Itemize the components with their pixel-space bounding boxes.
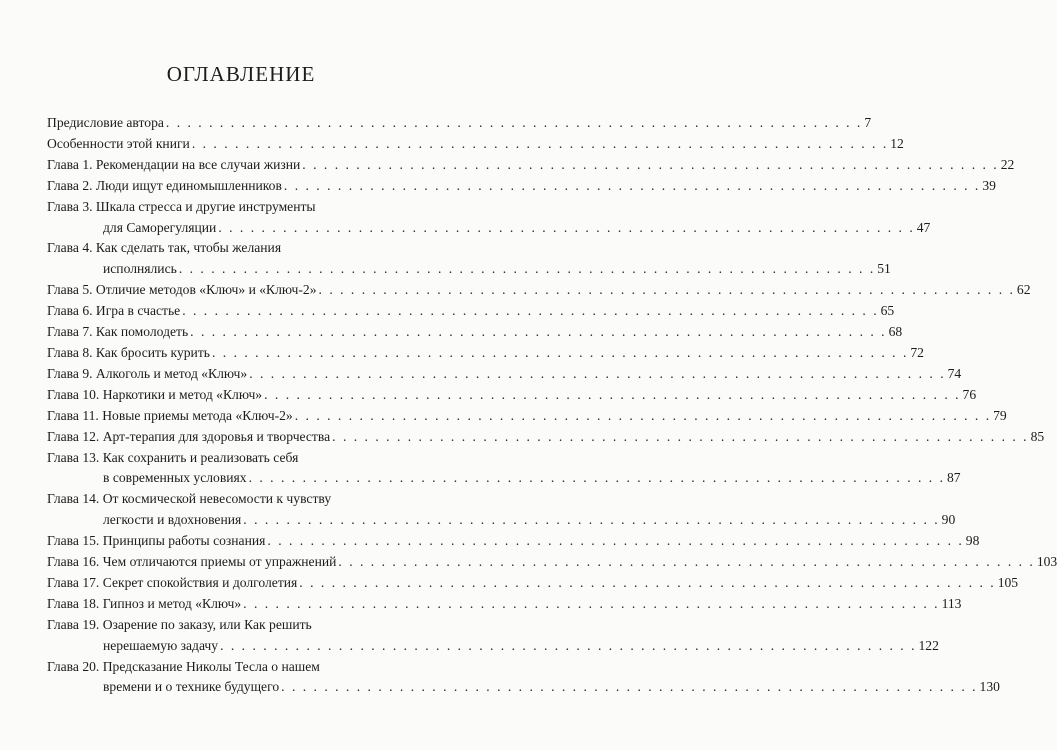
toc-entry-label: Особенности этой книги: [47, 135, 190, 151]
toc-entry-label: Глава 18. Гипноз и метод «Ключ»: [47, 595, 242, 611]
toc-page-number: 68: [888, 324, 903, 340]
dot-leader: . . . . . . . . . . . . . . . . . . . . . . . . . . . . . . . . . . . . . . . . . . . . . . . . . . . . . . . . . . . . . . . . .: [283, 177, 981, 193]
toc-page-number: 85: [1030, 428, 1045, 444]
dot-leader: . . . . . . . . . . . . . . . . . . . . . . . . . . . . . . . . . . . . . . . . . . . . . . . . . . . . . . . . . . . . . . . . .: [190, 324, 887, 340]
toc-entry[interactable]: [47, 197, 931, 239]
toc-page-number: 12: [890, 135, 904, 151]
dot-leader: . . . . . . . . . . . . . . . . . . . . . . . . . . . . . . . . . . . . . . . . . . . . . . . . . . . . . . . . . . . . . . . . .: [302, 156, 999, 172]
toc-page-number: 87: [946, 470, 961, 486]
toc-page-number: 113: [941, 595, 962, 611]
toc-entry[interactable]: [47, 364, 962, 385]
dot-leader: . . . . . . . . . . . . . . . . . . . . . . . . . . . . . . . . . . . . . . . . . . . . . . . . . . . . . . . . . . . . . . . . .: [338, 554, 1035, 570]
toc-page-number: 98: [965, 533, 980, 549]
toc-entry[interactable]: [47, 573, 1019, 594]
toc-page-number: 74: [947, 365, 962, 381]
dot-leader: . . . . . . . . . . . . . . . . . . . . . . . . . . . . . . . . . . . . . . . . . . . . . . . . . . . . . . . . . . . . . . . . .: [332, 428, 1029, 444]
toc-entry[interactable]: [47, 343, 924, 364]
dot-leader: . . . . . . . . . . . . . . . . . . . . . . . . . . . . . . . . . . . . . . . . . . . . . . . . . . . . . . . . . . . . . . . . .: [220, 637, 917, 653]
toc-entry[interactable]: [47, 385, 977, 406]
toc-entry-label: Глава 19. Озарение по заказу, или Как решить: [47, 616, 312, 632]
toc-entry-label-continuation: исполнялись: [103, 261, 177, 277]
toc-entry[interactable]: [47, 155, 1015, 176]
toc-entry-label: Глава 5. Отличие методов «Ключ» и «Ключ-2»: [47, 282, 317, 298]
toc-entry-label-continuation: легкости и вдохновения: [103, 512, 242, 528]
dot-leader: . . . . . . . . . . . . . . . . . . . . . . . . . . . . . . . . . . . . . . . . . . . . . . . . . . . . . . . . . . . . . . . . .: [218, 219, 915, 235]
toc-entry-label: Глава 8. Как бросить курить: [47, 344, 210, 360]
toc-entry[interactable]: [47, 448, 961, 490]
toc-entry[interactable]: [47, 134, 904, 155]
toc-entry[interactable]: [47, 406, 1007, 427]
toc-entry-label: Глава 4. Как сделать так, чтобы желания: [47, 240, 282, 256]
toc-page-number: 65: [880, 303, 895, 319]
toc-page-number: 72: [910, 344, 924, 360]
toc-page-number: 39: [982, 177, 996, 193]
toc-entry[interactable]: [47, 489, 956, 531]
toc-entry-label: Предисловие автора: [47, 115, 164, 130]
toc-entry-label: Глава 6. Игра в счастье: [47, 303, 181, 319]
toc-entry-label-continuation: нерешаемую задачу: [103, 637, 219, 653]
toc-page-number: 130: [979, 679, 1000, 695]
toc-page-number: 47: [916, 219, 931, 235]
toc-entry-label: Глава 11. Новые приемы метода «Ключ-2»: [47, 407, 293, 423]
toc-entry-label-continuation: для Саморегуляции: [103, 219, 217, 235]
dot-leader: . . . . . . . . . . . . . . . . . . . . . . . . . . . . . . . . . . . . . . . . . . . . . . . . . . . . . . . . . . . . . . . . .: [178, 261, 876, 277]
toc-page-number: 122: [918, 637, 939, 653]
toc-page-number: 76: [962, 386, 977, 402]
dot-leader: . . . . . . . . . . . . . . . . . . . . . . . . . . . . . . . . . . . . . . . . . . . . . . . . . . . . . . . . . . . . . . . . .: [249, 365, 946, 381]
toc-page-number: 51: [877, 261, 891, 277]
toc-entry-label-continuation: в современных условиях: [103, 470, 247, 486]
dot-leader: . . . . . . . . . . . . . . . . . . . . . . . . . . . . . . . . . . . . . . . . . . . . . . . . . . . . . . . . . . . . . . . . .: [294, 407, 992, 423]
toc-entry[interactable]: [47, 594, 962, 615]
toc-page-number: 79: [993, 407, 1007, 423]
toc-entry-label: Глава 7. Как помолодеть: [47, 324, 189, 340]
toc-entry-label: Глава 15. Принципы работы сознания: [47, 533, 266, 549]
toc-page-number: 103: [1036, 554, 1057, 570]
dot-leader: . . . . . . . . . . . . . . . . . . . . . . . . . . . . . . . . . . . . . . . . . . . . . . . . . . . . . . . . . . . . . . . . .: [211, 344, 909, 360]
toc-entry-label: Глава 2. Люди ищут единомышленников: [47, 177, 282, 193]
toc-entry[interactable]: [47, 552, 1057, 573]
dot-leader: . . . . . . . . . . . . . . . . . . . . . . . . . . . . . . . . . . . . . . . . . . . . . . . . . . . . . . . . . . . . . . . . .: [267, 533, 964, 549]
toc-entry[interactable]: [47, 615, 939, 657]
toc-entry-label: Глава 13. Как сохранить и реализовать себя: [47, 449, 299, 465]
toc-page-number: 90: [941, 512, 956, 528]
page-title: ОГЛАВЛЕНИЕ: [166, 62, 316, 86]
dot-leader: . . . . . . . . . . . . . . . . . . . . . . . . . . . . . . . . . . . . . . . . . . . . . . . . . . . . . . . . . . . . . . . . .: [182, 303, 879, 319]
toc-page-number: 105: [997, 574, 1019, 590]
toc-entry[interactable]: [47, 113, 872, 134]
toc-entry-label: Глава 9. Алкоголь и метод «Ключ»: [47, 365, 248, 381]
toc-page-number: 22: [1000, 156, 1015, 172]
toc-entry[interactable]: [47, 427, 1045, 448]
dot-leader: . . . . . . . . . . . . . . . . . . . . . . . . . . . . . . . . . . . . . . . . . . . . . . . . . . . . . . . . . . . . . . . . .: [191, 135, 889, 151]
toc-entry-label: Глава 17. Секрет спокойствия и долголетия: [47, 574, 298, 590]
toc-entry-label: Глава 12. Арт-терапия для здоровья и творчества: [47, 428, 331, 444]
toc-entry-label: Глава 10. Наркотики и метод «Ключ»: [47, 386, 263, 402]
dot-leader: . . . . . . . . . . . . . . . . . . . . . . . . . . . . . . . . . . . . . . . . . . . . . . . . . . . . . . . . . . . . . . . . .: [248, 470, 945, 486]
dot-leader: . . . . . . . . . . . . . . . . . . . . . . . . . . . . . . . . . . . . . . . . . . . . . . . . . . . . . . . . . . . . . . . . .: [299, 574, 996, 590]
toc-entry[interactable]: [47, 238, 891, 280]
toc-entry[interactable]: [47, 176, 996, 197]
dot-leader: . . . . . . . . . . . . . . . . . . . . . . . . . . . . . . . . . . . . . . . . . . . . . . . . . . . . . . . . . . . . . . . . .: [243, 512, 940, 528]
table-of-contents: [47, 113, 1057, 698]
toc-entry[interactable]: [47, 301, 895, 322]
dot-leader: . . . . . . . . . . . . . . . . . . . . . . . . . . . . . . . . . . . . . . . . . . . . . . . . . . . . . . . . . . . . . . . . .: [318, 282, 1015, 298]
toc-entry[interactable]: [47, 531, 980, 552]
toc-page-number: 62: [1016, 282, 1031, 298]
toc-entry[interactable]: [47, 322, 903, 343]
toc-entry-label-continuation: времени и о технике будущего: [103, 679, 280, 695]
dot-leader: . . . . . . . . . . . . . . . . . . . . . . . . . . . . . . . . . . . . . . . . . . . . . . . . . . . . . . . . . . . . . . . . .: [264, 386, 961, 402]
dot-leader: . . . . . . . . . . . . . . . . . . . . . . . . . . . . . . . . . . . . . . . . . . . . . . . . . . . . . . . . . . . . . . . . .: [165, 115, 863, 130]
toc-entry-label: Глава 14. От космической невесомости к чувству: [47, 491, 332, 507]
toc-entry-label: Глава 1. Рекомендации на все случаи жизни: [47, 156, 301, 172]
toc-entry[interactable]: [47, 657, 1000, 699]
toc-page-number: 7: [864, 115, 872, 130]
toc-entry-label: Глава 3. Шкала стресса и другие инструменты: [47, 198, 316, 214]
toc-entry-label: Глава 20. Предсказание Николы Тесла о нашем: [47, 658, 320, 674]
dot-leader: . . . . . . . . . . . . . . . . . . . . . . . . . . . . . . . . . . . . . . . . . . . . . . . . . . . . . . . . . . . . . . . . .: [281, 679, 978, 695]
toc-entry-label: Глава 16. Чем отличаются приемы от упражнений: [47, 554, 337, 570]
dot-leader: . . . . . . . . . . . . . . . . . . . . . . . . . . . . . . . . . . . . . . . . . . . . . . . . . . . . . . . . . . . . . . . . .: [243, 595, 940, 611]
toc-entry[interactable]: [47, 280, 1031, 301]
